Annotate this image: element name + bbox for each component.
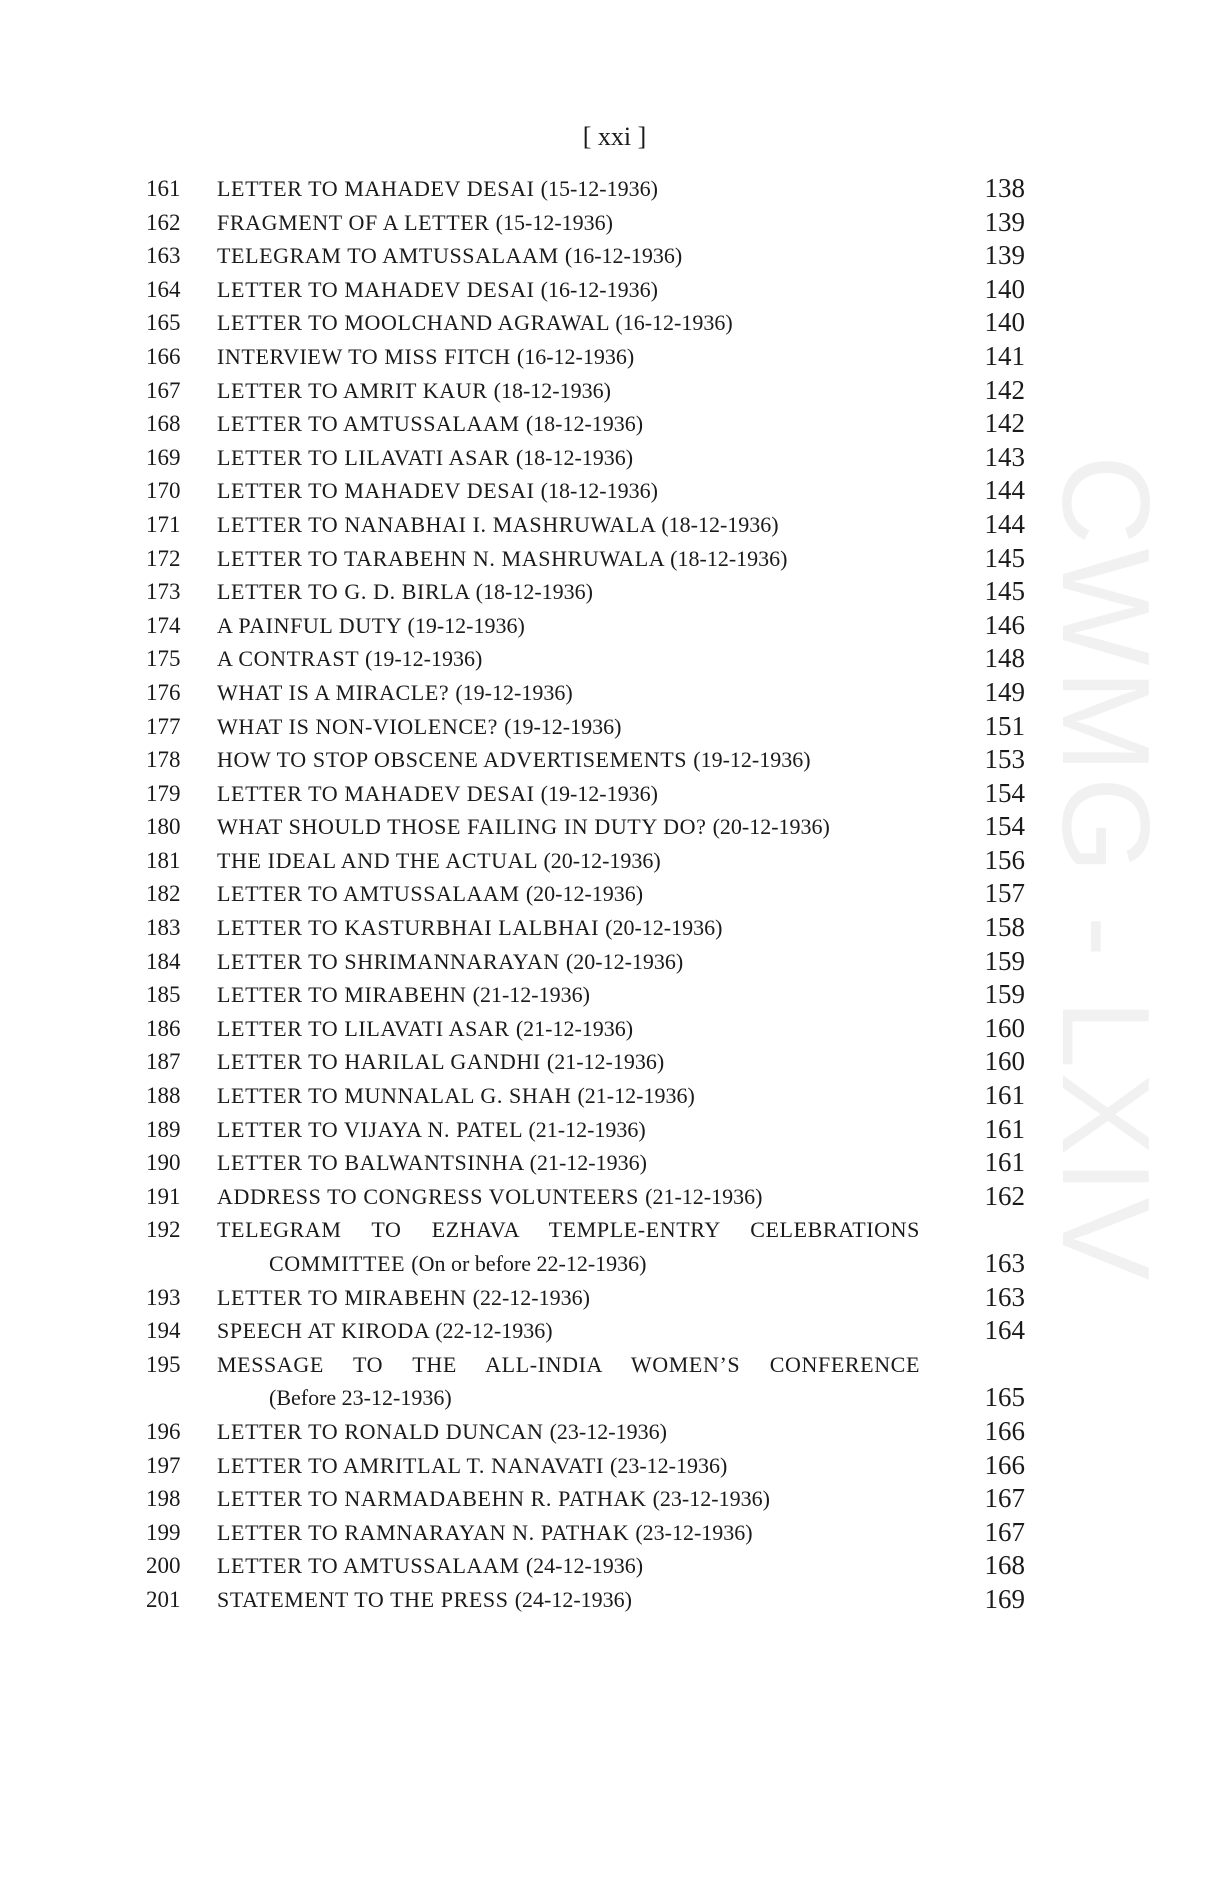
entry-page-number: 165 [984,1382,1025,1413]
entry-title [217,877,643,911]
entry-page-number: 138 [984,173,1025,203]
toc-entry [0,710,1229,744]
entry-title [217,1348,920,1382]
entry-number: 177 [146,713,181,739]
entry-number: 163 [146,243,181,269]
entry-title-text: FRAGMENT OF A LETTER [217,209,490,235]
toc-entry [0,1482,1229,1516]
entry-number: 196 [146,1418,181,1444]
entry-title-text: HOW TO STOP OBSCENE ADVERTISEMENTS [217,747,688,773]
entry-title-text: LETTER TO RAMNARAYAN N. PATHAK [217,1519,630,1545]
entry-number: 190 [146,1150,181,1176]
entry-title [217,1314,553,1348]
entry-page-number: 168 [984,1550,1025,1581]
toc-entry [0,1113,1229,1147]
toc-entry [0,374,1229,408]
entry-title [217,172,658,206]
toc-entry [0,609,1229,643]
entry-date: (21-12-1936) [577,1083,695,1109]
entry-date: (20-12-1936) [525,881,644,907]
entry-title [217,239,682,273]
entry-page-number: 151 [984,710,1025,741]
entry-title [217,1113,646,1147]
entry-page-number: 156 [984,844,1025,875]
entry-title [217,777,658,811]
entry-title-text: A CONTRAST [217,646,359,672]
entry-page-number: 139 [984,240,1025,271]
entry-title-text: LETTER TO NARMADABEHN R. PATHAK [217,1486,647,1512]
entry-title-text: TELEGRAM TO AMTUSSALAAM [217,243,559,269]
entry-date: (21-12-1936) [528,1116,646,1142]
entry-date: (19-12-1936) [407,612,525,638]
entry-title-text: LETTER TO AMRITLAL T. NANAVATI [217,1452,604,1478]
toc-entry [0,945,1229,979]
table-of-contents [0,172,1229,1617]
entry-date: (15-12-1936) [495,209,613,235]
entry-title [217,978,590,1012]
entry-title-text: LETTER TO MOOLCHAND AGRAWAL [217,310,610,336]
entry-date: (20-12-1936) [543,847,661,873]
entry-title-text: LETTER TO TARABEHN N. MASHRUWALA [217,545,665,571]
toc-entry-continuation [0,1247,1229,1281]
toc-entry [0,1045,1229,1079]
entry-date: (23-12-1936) [635,1519,753,1545]
entry-date: (On or before 22-12-1936) [411,1251,647,1276]
entry-number: 172 [146,545,181,571]
entry-title [217,508,779,542]
entry-title-text: LETTER TO MAHADEV DESAI [217,478,535,504]
entry-date: (16-12-1936) [540,276,658,302]
entry-date: (21-12-1936) [515,1015,634,1041]
toc-entry [0,1213,1229,1247]
entry-date: (19-12-1936) [693,747,811,773]
entry-title [217,273,658,307]
toc-entry [0,1146,1229,1180]
entry-title [217,1180,762,1214]
entry-page-number: 142 [984,374,1025,405]
entry-title [217,374,611,408]
entry-title-text: LETTER TO G. D. BIRLA [217,579,470,605]
entry-date: (21-12-1936) [546,1049,665,1075]
entry-title [217,206,613,240]
toc-entry [0,1180,1229,1214]
entry-page-number: 169 [984,1583,1025,1614]
entry-page-number: 160 [984,1012,1025,1043]
entry-page-number: 161 [984,1080,1025,1111]
entry-title [217,340,634,374]
entry-page-number: 167 [984,1516,1025,1547]
entry-title-text: LETTER TO MIRABEHN [217,982,467,1008]
entry-number: 193 [146,1284,181,1310]
entry-title-text: LETTER TO HARILAL GANDHI [217,1049,541,1075]
entry-title [217,1012,633,1046]
entry-date: (18-12-1936) [493,377,611,403]
entry-title [217,1281,590,1315]
entry-title [217,945,683,979]
entry-title-text: LETTER TO AMTUSSALAAM [217,1553,520,1579]
entry-page-number: 148 [984,643,1025,674]
toc-entry [0,441,1229,475]
entry-number: 195 [146,1351,181,1377]
entry-page-number: 145 [984,542,1025,573]
entry-number: 183 [146,915,181,941]
entry-title-text: WHAT IS A MIRACLE? [217,679,450,705]
entry-date: (16-12-1936) [615,310,733,336]
entry-title-text: MESSAGE TO THE ALL-INDIA WOMEN’S CONFERENCE [217,1351,920,1377]
page-number-header: [ xxi ] [582,122,647,151]
entry-date: (18-12-1936) [661,511,779,537]
entry-number: 175 [146,646,181,672]
entry-title [217,911,722,945]
entry-number: 192 [146,1217,181,1243]
toc-entry [0,206,1229,240]
toc-entry [0,1012,1229,1046]
entry-date: (22-12-1936) [472,1284,590,1310]
entry-title-text: LETTER TO MAHADEV DESAI [217,176,535,201]
entry-date: (21-12-1936) [472,982,590,1008]
entry-title-text: LETTER TO SHRIMANNARAYAN [217,948,560,974]
entry-title-text: THE IDEAL AND THE ACTUAL [217,847,538,873]
entry-date: (22-12-1936) [435,1318,553,1344]
entry-number: 166 [146,343,181,369]
entry-title-text: LETTER TO KASTURBHAI LALBHAI [217,915,600,941]
entry-date: (23-12-1936) [610,1452,728,1478]
entry-page-number: 154 [984,811,1025,842]
entry-number: 170 [146,478,181,504]
toc-entry [0,407,1229,441]
entry-title-text: LETTER TO MUNNALAL G. SHAH [217,1083,572,1109]
entry-number: 178 [146,747,181,773]
entry-title-text: LETTER TO BALWANTSINHA [217,1150,524,1176]
toc-entry-continuation [0,1381,1229,1415]
entry-number: 167 [146,377,181,403]
entry-title-continuation [269,1247,646,1281]
toc-entry [0,340,1229,374]
entry-title [217,743,811,777]
entry-number: 198 [146,1486,181,1512]
entry-title-text: LETTER TO MAHADEV DESAI [217,780,535,806]
toc-entry [0,1348,1229,1382]
entry-date: (24-12-1936) [514,1586,633,1612]
entry-number: 184 [146,948,181,974]
entry-page-number: 166 [984,1415,1025,1446]
entry-number: 189 [146,1116,181,1142]
entry-date: (18-12-1936) [475,579,593,605]
entry-number: 187 [146,1049,181,1075]
entry-title [217,306,733,340]
toc-entry [0,508,1229,542]
entry-title [217,1213,920,1247]
toc-entry [0,474,1229,508]
watermark: CWMG - LXIV [1036,455,1174,1285]
entry-date: (19-12-1936) [455,679,573,705]
entry-number: 174 [146,612,181,638]
entry-title [217,474,658,508]
entry-title-text: INTERVIEW TO MISS FITCH [217,343,511,369]
entry-page-number: 142 [984,408,1025,439]
entry-title [217,1516,753,1550]
entry-date: (18-12-1936) [515,444,634,470]
entry-title [217,810,830,844]
entry-page-number: 163 [984,1281,1025,1312]
toc-entry [0,743,1229,777]
entry-number: 188 [146,1083,181,1109]
entry-page-number: 157 [984,878,1025,909]
entry-title-text: LETTER TO AMTUSSALAAM [217,881,520,907]
entry-continuation-text: COMMITTEE [269,1251,406,1276]
entry-page-number: 141 [984,340,1025,371]
entry-title-text: LETTER TO MIRABEHN [217,1284,467,1310]
entry-number: 182 [146,881,181,907]
entry-number: 173 [146,579,181,605]
entry-date: (18-12-1936) [525,411,644,437]
entry-date: (19-12-1936) [365,646,483,672]
entry-title [217,1045,664,1079]
toc-entry [0,542,1229,576]
entry-date: (20-12-1936) [712,814,830,840]
entry-number: 164 [146,276,181,302]
entry-page-number: 143 [984,441,1025,472]
entry-page-number: 161 [984,1113,1025,1144]
entry-title-text: STATEMENT TO THE PRESS [217,1586,509,1612]
entry-date: (16-12-1936) [516,343,635,369]
entry-title-text: LETTER TO LILAVATI ASAR [217,444,510,470]
entry-page-number: 160 [984,1046,1025,1077]
entry-title [217,1549,643,1583]
toc-entry [0,777,1229,811]
toc-entry [0,642,1229,676]
entry-page-number: 140 [984,273,1025,304]
entry-page-number: 164 [984,1315,1025,1346]
entry-title-text: LETTER TO MAHADEV DESAI [217,276,535,302]
entry-date: (Before 23-12-1936) [269,1385,452,1411]
entry-number: 186 [146,1015,181,1041]
entry-date: (18-12-1936) [670,545,788,571]
toc-entry [0,172,1229,206]
entry-title [217,609,525,643]
toc-entry [0,239,1229,273]
entry-title [217,542,787,576]
entry-page-number: 149 [984,676,1025,707]
entry-page-number: 161 [984,1147,1025,1178]
entry-number: 176 [146,679,181,705]
entry-title-text: ADDRESS TO CONGRESS VOLUNTEERS [217,1183,640,1209]
entry-page-number: 159 [984,979,1025,1010]
entry-title-text: LETTER TO RONALD DUNCAN [217,1418,544,1444]
entry-page-number: 167 [984,1483,1025,1514]
entry-date: (19-12-1936) [540,780,658,806]
entry-number: 179 [146,780,181,806]
entry-number: 168 [146,411,181,437]
entry-number: 201 [146,1586,181,1612]
entry-page-number: 144 [984,508,1025,539]
entry-page-number: 158 [984,912,1025,943]
entry-title [217,407,643,441]
entry-page-number: 162 [984,1180,1025,1211]
entry-page-number: 166 [984,1449,1025,1480]
entry-page-number: 146 [984,609,1025,640]
entry-title-text: WHAT SHOULD THOSE FAILING IN DUTY DO? [217,814,707,840]
entry-date: (16-12-1936) [564,243,683,269]
entry-date: (24-12-1936) [525,1553,644,1579]
entry-number: 200 [146,1553,181,1579]
entry-page-number: 145 [984,576,1025,607]
toc-entry [0,1583,1229,1617]
entry-title [217,1583,632,1617]
entry-number: 161 [146,176,181,201]
entry-title [217,844,661,878]
entry-date: (23-12-1936) [652,1486,770,1512]
entry-title [217,575,593,609]
entry-number: 185 [146,982,181,1008]
entry-number: 180 [146,814,181,840]
entry-number: 194 [146,1318,181,1344]
entry-page-number: 154 [984,777,1025,808]
entry-title [217,710,621,744]
toc-entry [0,1449,1229,1483]
entry-number: 191 [146,1183,181,1209]
entry-date: (21-12-1936) [645,1183,763,1209]
entry-title-text: TELEGRAM TO EZHAVA TEMPLE-ENTRY CELEBRATIONS [217,1217,920,1243]
toc-entry [0,575,1229,609]
entry-date: (20-12-1936) [565,948,684,974]
entry-number: 169 [146,444,181,470]
entry-title-text: LETTER TO NANABHAI I. MASHRUWALA [217,511,656,537]
entry-number: 197 [146,1452,181,1478]
entry-title-text: SPEECH AT KIRODA [217,1318,430,1344]
entry-date: (15-12-1936) [540,176,658,201]
entry-title-text: WHAT IS NON-VIOLENCE? [217,713,499,739]
entry-number: 171 [146,511,181,537]
toc-entry [0,1079,1229,1113]
entry-number: 165 [146,310,181,336]
toc-entry [0,1549,1229,1583]
toc-entry [0,810,1229,844]
entry-title [217,1146,647,1180]
entry-number: 162 [146,209,181,235]
entry-title [217,1482,770,1516]
toc-entry [0,1314,1229,1348]
entry-date: (20-12-1936) [605,915,723,941]
entry-title-text: LETTER TO VIJAYA N. PATEL [217,1116,523,1142]
entry-number: 199 [146,1519,181,1545]
toc-entry [0,1281,1229,1315]
entry-page-number: 139 [984,206,1025,237]
entry-title [217,1415,667,1449]
toc-entry [0,273,1229,307]
entry-title [217,642,482,676]
toc-entry [0,911,1229,945]
entry-title [217,441,633,475]
toc-entry [0,306,1229,340]
entry-page-number: 153 [984,744,1025,775]
entry-title-continuation [269,1381,452,1415]
toc-entry [0,676,1229,710]
entry-date: (19-12-1936) [504,713,622,739]
entry-page-number: 144 [984,475,1025,506]
entry-page-number: 159 [984,945,1025,976]
entry-date: (23-12-1936) [549,1418,667,1444]
entry-title-text: LETTER TO LILAVATI ASAR [217,1015,510,1041]
entry-date: (21-12-1936) [529,1150,647,1176]
entry-title-text: LETTER TO AMRIT KAUR [217,377,488,403]
entry-number: 181 [146,847,181,873]
entry-page-number: 140 [984,307,1025,338]
entry-date: (18-12-1936) [540,478,658,504]
entry-page-number: 163 [984,1248,1025,1278]
toc-entry [0,1516,1229,1550]
entry-title [217,676,573,710]
entry-title [217,1079,695,1113]
entry-title-text: LETTER TO AMTUSSALAAM [217,411,520,437]
entry-title [217,1449,727,1483]
toc-entry [0,877,1229,911]
toc-entry [0,978,1229,1012]
entry-title-text: A PAINFUL DUTY [217,612,402,638]
toc-entry [0,844,1229,878]
toc-entry [0,1415,1229,1449]
